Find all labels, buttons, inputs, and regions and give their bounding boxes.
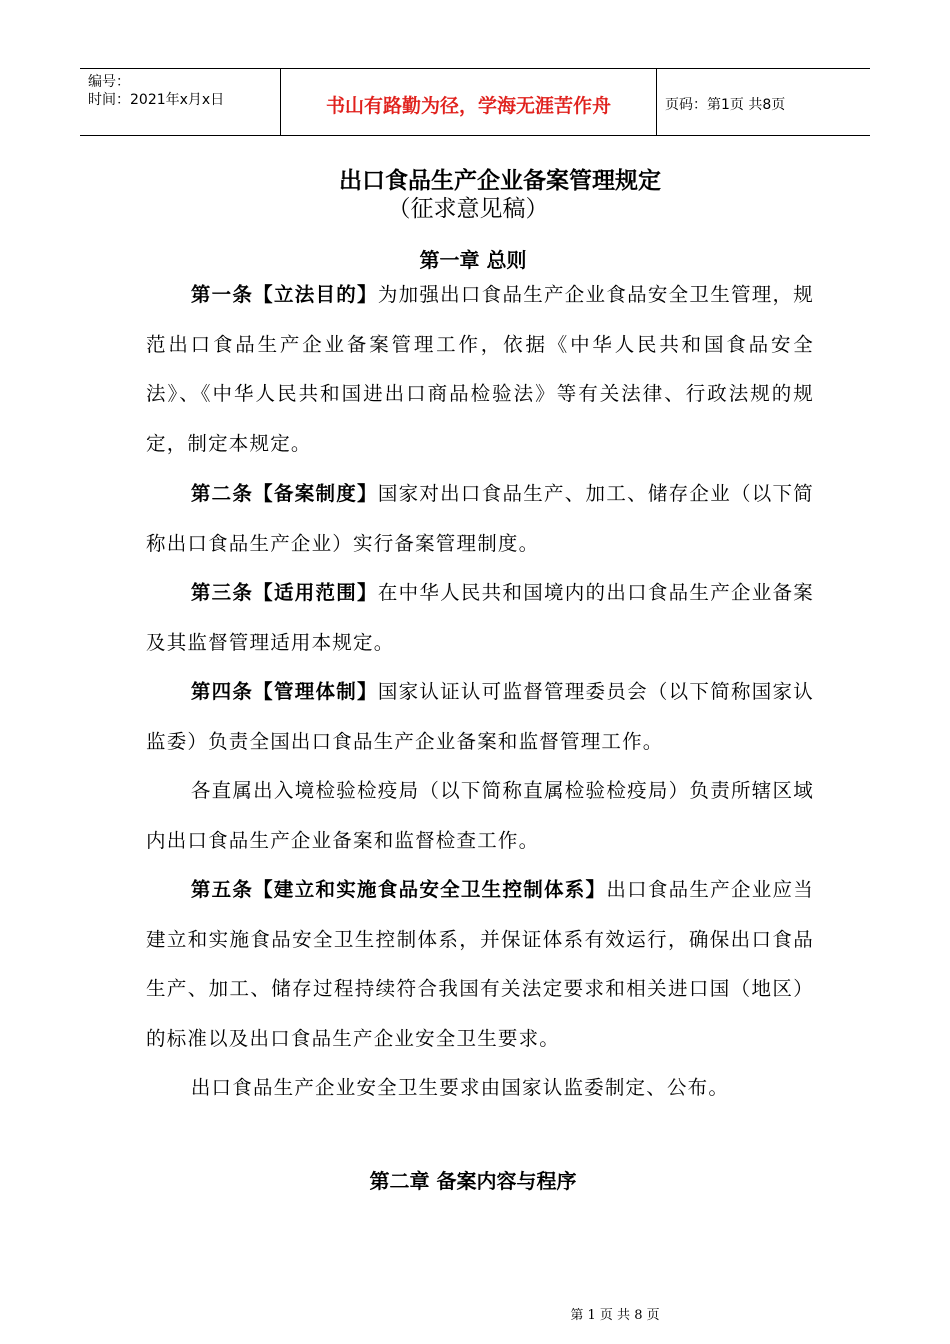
header-motto: 书山有路勤为径，学海无涯苦作舟 [281, 69, 657, 135]
article-heading: 第四条【管理体制】 [190, 680, 378, 703]
chapter-heading: 第二章 备案内容与程序 [369, 1169, 577, 1193]
article-heading: 第三条【适用范围】 [190, 581, 378, 604]
article-paragraph [146, 667, 814, 766]
article-text: 在中华人民共和国境内的出口食品生产企业备案及其监督管理适用本规定。 [146, 581, 814, 654]
article-text: 出口食品生产企业应当建立和实施食品安全卫生控制体系，并保证体系有效运行，确保出口食品生产、加工、储存过程持续符合我国有关法定要求和相关进口国（地区）的标准以及出口食品生产企业安全卫生要求。 [146, 878, 814, 1050]
document-title: 出口食品生产企业备案管理规定 [339, 168, 661, 194]
article-heading: 第一条【立法目的】 [190, 283, 378, 306]
article-paragraph [146, 469, 814, 568]
article-text: 各直属出入境检验检疫局（以下简称直属检验检疫局）负责所辖区域内出口食品生产企业备案和监督检查工作。 [146, 779, 814, 852]
document-number-label: 编号： [88, 74, 130, 90]
chapter-heading: 第一章 总则 [419, 248, 527, 272]
article-paragraph [146, 568, 814, 667]
article-paragraph [146, 766, 814, 865]
article-heading: 第五条【建立和实施食品安全卫生控制体系】 [190, 878, 607, 901]
header-meta [80, 69, 281, 135]
article-paragraph [146, 270, 814, 468]
document-subtitle: （征求意见稿） [387, 196, 549, 222]
article-heading: 第二条【备案制度】 [190, 482, 378, 505]
header-page-info: 页码：第1页 共8页 [665, 97, 786, 113]
article-text: 国家对出口食品生产、加工、储存企业（以下简称出口食品生产企业）实行备案管理制度。 [146, 482, 814, 555]
document-date: 时间：2021年x月x日 [88, 92, 225, 108]
page-header [80, 68, 870, 136]
article-text: 为加强出口食品生产企业食品安全卫生管理，规范出口食品生产企业备案管理工作，依据《中华人民共和国食品安全法》、《中华人民共和国进出口商品检验法》等有关法律、行政法规的规定，制定本规定。 [146, 283, 814, 455]
article-paragraph [146, 1063, 814, 1113]
page-footer: 第 1 页 共 8 页 [570, 1308, 660, 1323]
article-paragraph [146, 865, 814, 1063]
article-text: 出口食品生产企业安全卫生要求由国家认监委制定、公布。 [190, 1076, 730, 1099]
article-text: 国家认证认可监督管理委员会（以下简称国家认监委）负责全国出口食品生产企业备案和监督管理工作。 [146, 680, 814, 753]
